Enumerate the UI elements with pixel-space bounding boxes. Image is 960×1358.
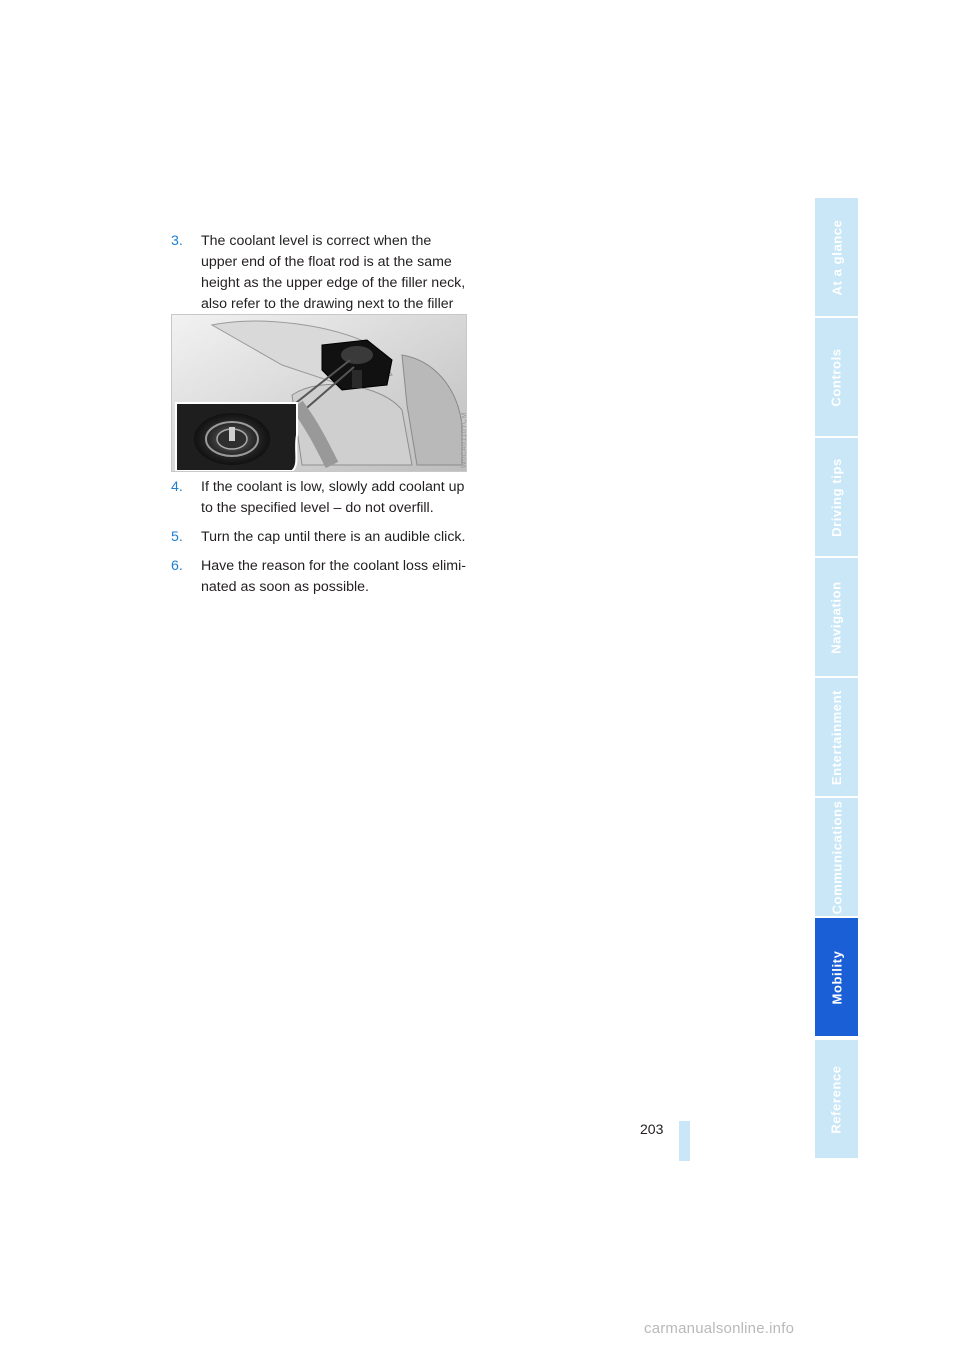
tab-at-a-glance[interactable] [815, 198, 858, 316]
step-6 [171, 556, 471, 598]
step-text: The coolant level is correct when the upper end of the float rod is at the same height as the upper edge of the filler neck, also refer to the drawing next to the filler [201, 233, 466, 312]
step-number: 4. [171, 479, 183, 495]
tab-label: Reference [829, 1064, 844, 1134]
tab-label: Navigation [829, 580, 844, 654]
step-text: If the coolant is low, slowly add coolant up to the specified level – do not overfill. [201, 479, 465, 516]
chapter-tabs [815, 198, 858, 1160]
tab-navigation[interactable] [815, 558, 858, 676]
tab-label: Communications [829, 800, 845, 914]
tab-communications[interactable] [815, 798, 858, 916]
page-number-bar [679, 1121, 690, 1161]
coolant-filler-neck-figure [171, 314, 467, 472]
instruction-steps-bottom [171, 477, 471, 606]
step-number: 6. [171, 558, 183, 574]
tab-driving-tips[interactable] [815, 438, 858, 556]
figure-code: W0CA0110TCM [461, 412, 468, 468]
tab-label: At a glance [829, 219, 844, 295]
tab-mobility[interactable] [815, 918, 858, 1036]
step-5 [171, 527, 471, 548]
tab-controls[interactable] [815, 318, 858, 436]
step-4 [171, 477, 471, 519]
watermark: carmanualsonline.info [644, 1320, 795, 1337]
step-text: Turn the cap until there is an audible click. [201, 529, 466, 545]
tab-reference[interactable] [815, 1040, 858, 1158]
tab-label: Entertainment [829, 689, 845, 785]
tab-label: Mobility [829, 950, 844, 1004]
engine-bay-illustration [172, 315, 466, 471]
tab-label: Driving tips [829, 457, 844, 537]
step-text: Have the reason for the coolant loss elimi- nated as soon as possible. [201, 558, 466, 595]
step-number: 5. [171, 529, 183, 545]
tab-label: Controls [829, 347, 844, 407]
step-number: 3. [171, 233, 183, 249]
page-number: 203 [640, 1121, 664, 1137]
tab-entertainment[interactable] [815, 678, 858, 796]
